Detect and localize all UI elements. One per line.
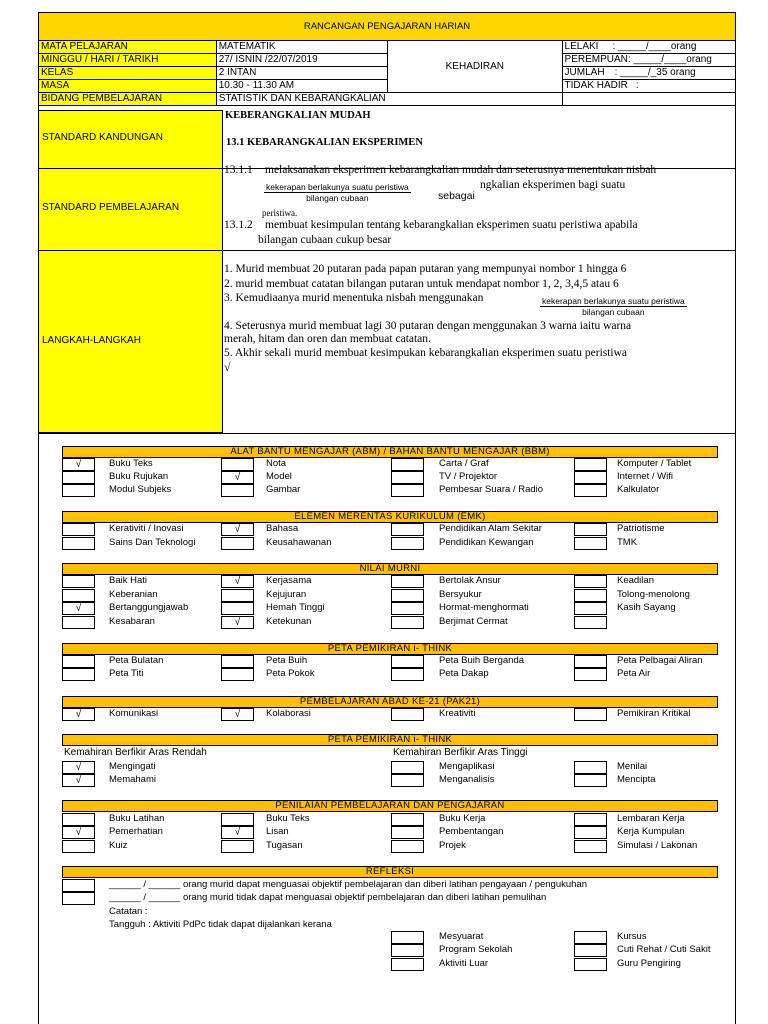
sub-heading-right: Kemahiran Berfikir Aras Tinggi: [393, 747, 528, 758]
checkbox-label: Nota: [266, 458, 287, 469]
checkbox-emk-0-1[interactable]: √: [221, 523, 254, 536]
refleksi-catatan: Catatan :: [109, 906, 148, 917]
section-title-abm: ALAT BANTU MENGAJAR (ABM) / BAHAN BANTU MENGAJAR (BBM): [62, 446, 718, 458]
langkah-step-3: 3. Kemudiaanya murid menentuka nisbah menggunakan: [224, 292, 484, 304]
checkbox-label: Cuti Rehat / Cuti Sakit: [617, 944, 711, 955]
checkbox-penilaian-0-1[interactable]: [221, 813, 254, 826]
checkbox-label: Kesabaran: [109, 616, 155, 627]
checkbox-penilaian-2-3[interactable]: [574, 840, 607, 853]
checkbox-label: Pembentangan: [439, 826, 504, 837]
checkbox-label: TV / Projektor: [439, 471, 498, 482]
checkbox-label: Patriotisme: [617, 523, 665, 534]
checkbox-label: TMK: [617, 537, 638, 548]
checkbox-ithink2-0-3[interactable]: [574, 761, 607, 774]
checkbox-ithink2-0-2[interactable]: [391, 761, 424, 774]
checkbox-ithink-0-0[interactable]: [62, 655, 95, 668]
section-title-penilaian: PENILAIAN PEMBELAJARAN DAN PENGAJARAN: [62, 800, 718, 812]
checkbox-nilai-1-3[interactable]: [574, 589, 607, 602]
checkbox-label: Pendidikan Alam Sekitar: [439, 523, 542, 534]
checkbox-abm-0-1[interactable]: [221, 458, 254, 471]
checkbox-nilai-3-2[interactable]: [391, 616, 424, 629]
checkbox-label: Peta Bulatan: [109, 655, 164, 666]
checkbox-label: Kolaborasi: [266, 708, 311, 719]
sp-1-text2: ngkalian eksperimen bagi suatu: [480, 179, 626, 191]
checkbox-label: Pemikiran Kritikal: [617, 708, 691, 719]
checkbox-ithink-1-1[interactable]: [221, 668, 254, 681]
checkbox-abm-1-1[interactable]: √: [221, 471, 254, 484]
checkbox-label: Sains Dan Teknologi: [109, 537, 196, 548]
checkbox-label: Hormat-menghormati: [439, 602, 529, 613]
section-title-ithink: PETA PEMIKIRAN i- THINK: [62, 643, 718, 655]
checkbox-pak21-0-0[interactable]: √: [62, 708, 95, 721]
checkbox-penilaian-1-3[interactable]: [574, 826, 607, 839]
divider: [38, 250, 736, 251]
checkbox-label: Bersyukur: [439, 589, 482, 600]
checkbox-nilai-0-1[interactable]: √: [221, 575, 254, 588]
checkbox-emk-0-0[interactable]: [62, 523, 95, 536]
sk-line1: KEBERANGKALIAN MUDAH: [225, 110, 371, 121]
attendance-tidak-hadir[interactable]: TIDAK HADIR :: [562, 80, 735, 93]
checkbox-label: Baik Hati: [109, 575, 148, 586]
checkbox-label: Kalkulator: [617, 484, 660, 495]
langkah-step-1: 1. Murid membuat 20 putaran pada papan putaran yang mempunyai nombor 1 hingga 6: [224, 263, 627, 275]
checkbox-ithink-1-3[interactable]: [574, 668, 607, 681]
checkbox-label: Peta Pokok: [266, 668, 315, 679]
checkbox-label: Keberanian: [109, 589, 158, 600]
checkbox-ithink2-0-0[interactable]: √: [62, 761, 95, 774]
refleksi-line-2: ______ / ______ orang murid tidak dapat menguasai objektif pembelajaran dan diberi latihan pemulihan: [109, 892, 547, 903]
value-kelas[interactable]: 2 INTAN: [216, 67, 387, 80]
standard-kandungan-label: STANDARD KANDUNGAN: [42, 132, 163, 143]
checkbox-label: Pembesar Suara / Radio: [439, 484, 544, 495]
label-bidang-pembelajaran: BIDANG PEMBELAJARAN: [39, 93, 217, 106]
checkbox-refleksi-0-3[interactable]: [574, 931, 607, 944]
checkbox-refleksi-0-2[interactable]: [391, 931, 424, 944]
checkbox-label: Tugasan: [266, 840, 303, 851]
attendance-lelaki[interactable]: LELAKI : _____/____orang: [562, 41, 735, 54]
checkbox-label: Bertolak Ansur: [439, 575, 501, 586]
checkbox-emk-0-2[interactable]: [391, 523, 424, 536]
checkbox-penilaian-1-0[interactable]: √: [62, 826, 95, 839]
section-title-emk: ELEMEN MERENTAS KURIKULUM (EMK): [62, 511, 718, 523]
value-bidang-pembelajaran[interactable]: STATISTIK DAN KEBARANGKALIAN: [216, 93, 387, 106]
checkbox-label: Lembaran Kerja: [617, 813, 685, 824]
checkbox-abm-0-3[interactable]: [574, 458, 607, 471]
checkbox-ithink-0-2[interactable]: [391, 655, 424, 668]
value-masa[interactable]: 10.30 - 11.30 AM: [216, 80, 387, 93]
checkbox-nilai-3-3[interactable]: [574, 616, 607, 629]
checkbox-label: Mesyuarat: [439, 931, 484, 942]
checkbox-abm-2-2[interactable]: [391, 484, 424, 497]
checkbox-label: Kasih Sayang: [617, 602, 676, 613]
divider: [38, 433, 736, 434]
refleksi-tangguh: Tangguh : Aktiviti PdPc tidak dapat dijalankan kerana: [109, 919, 332, 930]
checkbox-label: Projek: [439, 840, 466, 851]
checkbox-ithink-1-2[interactable]: [391, 668, 424, 681]
langkah-step-4b: merah, hitam dan oren dan membuat catatan.: [224, 333, 431, 345]
checkbox-label: Kerja Kumpulan: [617, 826, 685, 837]
checkbox-pak21-0-1[interactable]: √: [221, 708, 254, 721]
langkah-fraction: kekerapan berlakunya suatu peristiwa bilangan cubaan: [542, 296, 685, 317]
checkbox-label: Mencipta: [617, 774, 656, 785]
checkbox-label: Keusahawanan: [266, 537, 332, 548]
checkbox-penilaian-0-3[interactable]: [574, 813, 607, 826]
kehadiran-label: KEHADIRAN: [388, 41, 562, 93]
checkbox[interactable]: [62, 892, 95, 905]
checkbox-nilai-2-3[interactable]: [574, 602, 607, 615]
checkbox-label: Menilai: [617, 761, 648, 772]
checkbox-label: Lisan: [266, 826, 289, 837]
checkbox-emk-0-3[interactable]: [574, 523, 607, 536]
checkbox-nilai-1-0[interactable]: [62, 589, 95, 602]
checkbox-abm-0-0[interactable]: √: [62, 458, 95, 471]
checkbox-label: Aktiviti Luar: [439, 958, 489, 969]
checkbox-label: Modul Subjeks: [109, 484, 172, 495]
checkbox-refleksi-1-3[interactable]: [574, 944, 607, 957]
checkbox-penilaian-2-1[interactable]: [221, 840, 254, 853]
section-title-nilai: NILAI MURNI: [62, 563, 718, 575]
checkbox-label: Program Sekolah: [439, 944, 513, 955]
checkbox-label: Kursus: [617, 931, 647, 942]
attendance-jumlah[interactable]: JUMLAH : _____/_35 orang: [562, 67, 735, 80]
sp-2-text2: bilangan cubaan cukup besar: [258, 234, 392, 246]
checkbox-pak21-0-2[interactable]: [391, 708, 424, 721]
divider: [222, 110, 223, 433]
attendance-perempuan[interactable]: PEREMPUAN: _____/____orang: [562, 54, 735, 67]
value-minggu-hari-tarikh[interactable]: 27/ ISNIN /22/07/2019: [216, 54, 387, 67]
checkbox-refleksi-2-3[interactable]: [574, 958, 607, 971]
checkbox-nilai-0-2[interactable]: [391, 575, 424, 588]
checkbox-refleksi-2-2[interactable]: [391, 958, 424, 971]
checkbox-label: Buku Latihan: [109, 813, 165, 824]
checkbox-abm-1-2[interactable]: [391, 471, 424, 484]
checkbox-emk-1-1[interactable]: [221, 537, 254, 550]
checkbox-nilai-3-1[interactable]: √: [221, 616, 254, 629]
checkbox-label: Peta Titi: [109, 668, 144, 679]
left-label-column: [38, 110, 223, 433]
langkah-check: √: [224, 360, 231, 374]
section-title-pak21: PEMBELAJARAN ABAD KE-21 (PAK21): [62, 696, 718, 708]
sp-peristiwa: peristiwa.: [262, 208, 298, 218]
checkbox-penilaian-2-0[interactable]: [62, 840, 95, 853]
checkbox-refleksi-1-2[interactable]: [391, 944, 424, 957]
checkbox-label: Berjimat Cermat: [439, 616, 508, 627]
checkbox-label: Model: [266, 471, 292, 482]
checkbox-label: Buku Teks: [109, 458, 153, 469]
checkbox-label: Komunikasi: [109, 708, 159, 719]
checkbox-label: Buku Teks: [266, 813, 310, 824]
checkbox-label: Peta Buih Berganda: [439, 655, 525, 666]
checkbox-label: Memahami: [109, 774, 156, 785]
langkah-label: LANGKAH-LANGKAH: [42, 335, 141, 346]
sp-sebagai: sebagai: [438, 190, 475, 202]
sk-line2: 13.1 KEBARANGKALIAN EKSPERIMEN: [226, 137, 423, 148]
checkbox-ithink2-1-0[interactable]: √: [62, 774, 95, 787]
checkbox-label: Pendidikan Kewangan: [439, 537, 534, 548]
checkbox-label: Bertanggungjawab: [109, 602, 189, 613]
value-mata-pelajaran[interactable]: MATEMATIK: [216, 41, 387, 54]
checkbox-nilai-1-2[interactable]: [391, 589, 424, 602]
checkbox-nilai-3-0[interactable]: [62, 616, 95, 629]
checkbox-abm-2-0[interactable]: [62, 484, 95, 497]
checkbox-label: Kerativiti / Inovasi: [109, 523, 184, 534]
checkbox-ithink2-1-3[interactable]: [574, 774, 607, 787]
standard-pembelajaran-label: STANDARD PEMBELAJARAN: [42, 202, 180, 213]
refleksi-line-1: ______ / ______ orang murid dapat menguasai objektif pembelajaran dan diberi latihan pengayaan / pengukuhan: [109, 879, 587, 890]
checkbox-label: Peta Dakap: [439, 668, 489, 679]
checkbox-label: Internet / Wifi: [617, 471, 673, 482]
checkbox-nilai-2-1[interactable]: [221, 602, 254, 615]
page-title: RANCANGAN PENGAJARAN HARIAN: [39, 13, 736, 41]
label-kelas: KELAS: [39, 67, 217, 80]
header-table: [38, 12, 736, 106]
checkbox-label: Mengaplikasi: [439, 761, 495, 772]
checkbox-label: Kuiz: [109, 840, 128, 851]
checkbox-label: Ketekunan: [266, 616, 312, 627]
checkbox-penilaian-0-0[interactable]: [62, 813, 95, 826]
checkbox-nilai-2-2[interactable]: [391, 602, 424, 615]
sub-heading-left: Kemahiran Berfikir Aras Rendah: [64, 747, 207, 758]
checkbox-label: Mengingati: [109, 761, 156, 772]
checkbox-pak21-0-3[interactable]: [574, 708, 607, 721]
label-minggu-hari-tarikh: MINGGU / HARI / TARIKH: [39, 54, 217, 67]
checkbox-penilaian-1-2[interactable]: [391, 826, 424, 839]
checkbox-penilaian-0-2[interactable]: [391, 813, 424, 826]
sp-2-num: 13.1.2: [224, 219, 253, 231]
sp-2-text: membuat kesimpulan tentang kebarangkalian eksperimen suatu peristiwa apabila: [265, 219, 638, 231]
checkbox-penilaian-1-1[interactable]: √: [221, 826, 254, 839]
checkbox[interactable]: [62, 879, 95, 892]
checkbox-abm-1-3[interactable]: [574, 471, 607, 484]
checkbox-emk-1-0[interactable]: [62, 537, 95, 550]
checkbox-nilai-0-0[interactable]: [62, 575, 95, 588]
checkbox-nilai-0-3[interactable]: [574, 575, 607, 588]
checkbox-label: Kejujuran: [266, 589, 307, 600]
checkbox-label: Kreativiti: [439, 708, 476, 719]
checkbox-label: Peta Buih: [266, 655, 308, 666]
checkbox-abm-2-3[interactable]: [574, 484, 607, 497]
checkbox-label: Bahasa: [266, 523, 299, 534]
checkbox-label: Peta Air: [617, 668, 651, 679]
checkbox-ithink2-1-2[interactable]: [391, 774, 424, 787]
sp-1-num: 13.1.1: [224, 164, 253, 176]
checkbox-label: Tolong-menolong: [617, 589, 690, 600]
section-title-refleksi: REFLEKSI: [62, 866, 718, 878]
sp-fraction: kekerapan berlakunya suatu peristiwa bilangan cubaan: [266, 182, 409, 203]
checkbox-label: Simulasi / Lakonan: [617, 840, 698, 851]
section-title-ithink2: PETA PEMIKIRAN i- THINK: [62, 734, 718, 746]
checkbox-label: Buku Rujukan: [109, 471, 169, 482]
checkbox-label: Keadilan: [617, 575, 654, 586]
label-mata-pelajaran: MATA PELAJARAN: [39, 41, 217, 54]
label-masa: MASA: [39, 80, 217, 93]
checkbox-penilaian-2-2[interactable]: [391, 840, 424, 853]
checkbox-label: Gambar: [266, 484, 301, 495]
checkbox-label: Komputer / Tablet: [617, 458, 692, 469]
sp-1-text: melaksanakan eksperimen kebarangkalian mudah dan seterusnya menentukan nisbah: [265, 164, 657, 176]
checkbox-label: Menganalisis: [439, 774, 495, 785]
checkbox-emk-1-2[interactable]: [391, 537, 424, 550]
checkbox-abm-2-1[interactable]: [221, 484, 254, 497]
langkah-step-5: 5. Akhir sekali murid membuat kesimpukan kebarangkalian eksperimen suatu peristiwa: [224, 347, 628, 359]
checkbox-ithink-0-3[interactable]: [574, 655, 607, 668]
checkbox-label: Guru Pengiring: [617, 958, 681, 969]
checkbox-ithink-1-0[interactable]: [62, 668, 95, 681]
checkbox-abm-1-0[interactable]: [62, 471, 95, 484]
checkbox-nilai-2-0[interactable]: √: [62, 602, 95, 615]
checkbox-label: Pemerhatian: [109, 826, 163, 837]
checkbox-abm-0-2[interactable]: [391, 458, 424, 471]
checkbox-ithink-0-1[interactable]: [221, 655, 254, 668]
checkbox-label: Carta / Graf: [439, 458, 489, 469]
checkbox-label: Buku Kerja: [439, 813, 486, 824]
checkbox-emk-1-3[interactable]: [574, 537, 607, 550]
checkbox-label: Kerjasama: [266, 575, 312, 586]
checkbox-label: Hemah Tinggi: [266, 602, 325, 613]
checkbox-nilai-1-1[interactable]: [221, 589, 254, 602]
checkbox-label: Peta Pelbagai Aliran: [617, 655, 703, 666]
langkah-step-4: 4. Seterusnya murid membuat lagi 30 putaran dengan menggunakan 3 warna iaitu warna: [224, 320, 632, 332]
langkah-step-2: 2. murid membuat catatan bilangan putaran untuk mendapat nombor 1, 2, 3,4,5 atau 6: [224, 278, 619, 290]
